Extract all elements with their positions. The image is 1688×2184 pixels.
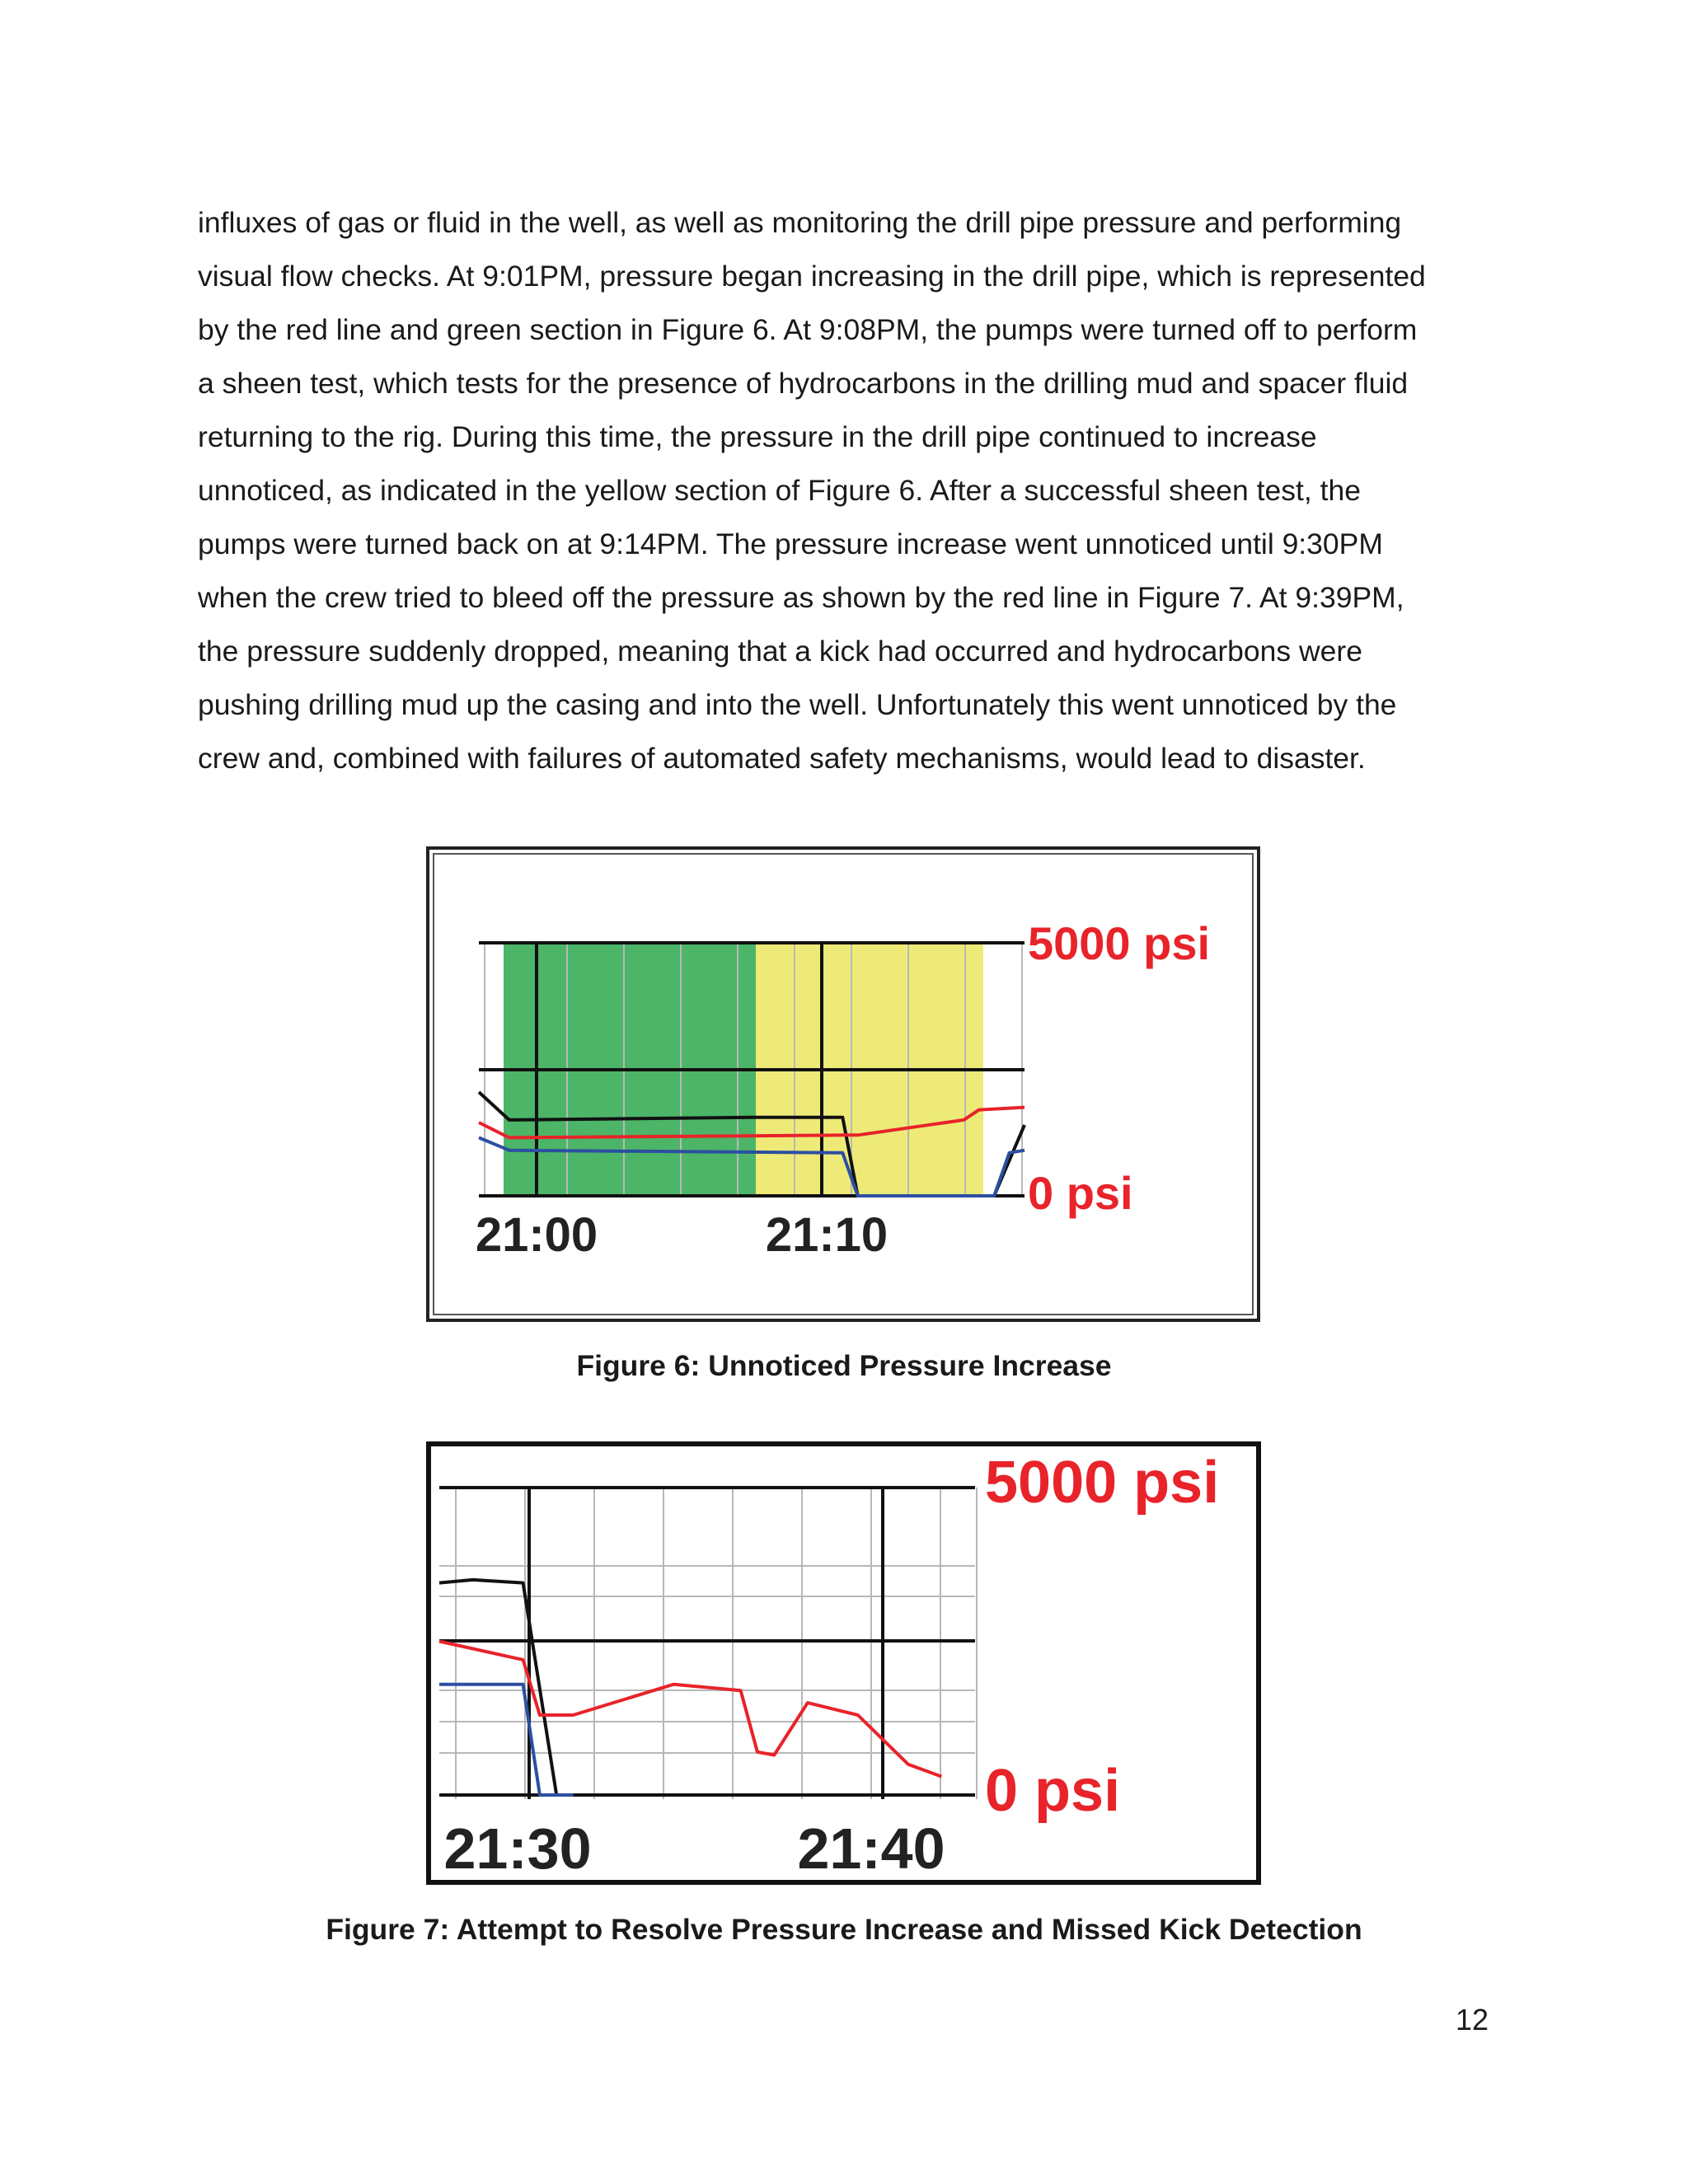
figure-6-caption: Figure 6: Unnoticed Pressure Increase	[576, 1349, 1112, 1382]
figure-7-label-0: 0 psi	[985, 1758, 1121, 1824]
figure-7-chart	[426, 1441, 1261, 1885]
paragraph-line: crew and, combined with failures of automated safety mechanisms, would lead to disaster.	[198, 742, 1366, 775]
paragraph-line: the pressure suddenly dropped, meaning that a kick had occurred and hydrocarbons were	[198, 635, 1362, 668]
figure-6-tick-2100: 21:00	[475, 1208, 598, 1262]
figure-6-label-0: 0 psi	[1028, 1167, 1133, 1219]
paragraph-line: influxes of gas or fluid in the well, as well as monitoring the drill pipe pressure and performing	[198, 206, 1402, 239]
figure-6-tick-2110: 21:10	[765, 1208, 889, 1262]
paragraph-line: pumps were turned back on at 9:14PM. The pressure increase went unnoticed until 9:30PM	[198, 527, 1383, 560]
body-paragraph	[198, 196, 1525, 785]
series-line-2	[439, 1642, 941, 1777]
paragraph-line: unnoticed, as indicated in the yellow section of Figure 6. After a successful sheen test, the	[198, 474, 1361, 507]
paragraph-line: visual flow checks. At 9:01PM, pressure began increasing in the drill pipe, which is represented	[198, 260, 1426, 293]
figure-7-caption: Figure 7: Attempt to Resolve Pressure Increase and Missed Kick Detection	[326, 1913, 1362, 1946]
paragraph-line: a sheen test, which tests for the presence of hydrocarbons in the drilling mud and spacer fluid	[198, 367, 1409, 400]
figure-6-chart	[426, 846, 1260, 1322]
series-line-1	[439, 1580, 574, 1795]
figure-7-tick-2140: 21:40	[797, 1816, 945, 1880]
figure-7-label-5000: 5000 psi	[985, 1450, 1220, 1516]
figure-6-label-5000: 5000 psi	[1028, 917, 1211, 969]
figure-6-svg	[429, 850, 1257, 1319]
paragraph-line: by the red line and green section in Figure 6. At 9:08PM, the pumps were turned off to perform	[198, 313, 1418, 346]
page-number: 12	[1455, 2003, 1489, 2036]
figure-7-svg	[431, 1446, 1256, 1880]
figure-7-tick-2130: 21:30	[443, 1816, 592, 1880]
paragraph-line: returning to the rig. During this time, the pressure in the drill pipe continued to increase	[198, 420, 1317, 453]
paragraph-line: pushing drilling mud up the casing and into the well. Unfortunately this went unnoticed by the	[198, 688, 1397, 721]
paragraph-line: when the crew tried to bleed off the pressure as shown by the red line in Figure 7. At 9:39PM,	[198, 581, 1404, 614]
